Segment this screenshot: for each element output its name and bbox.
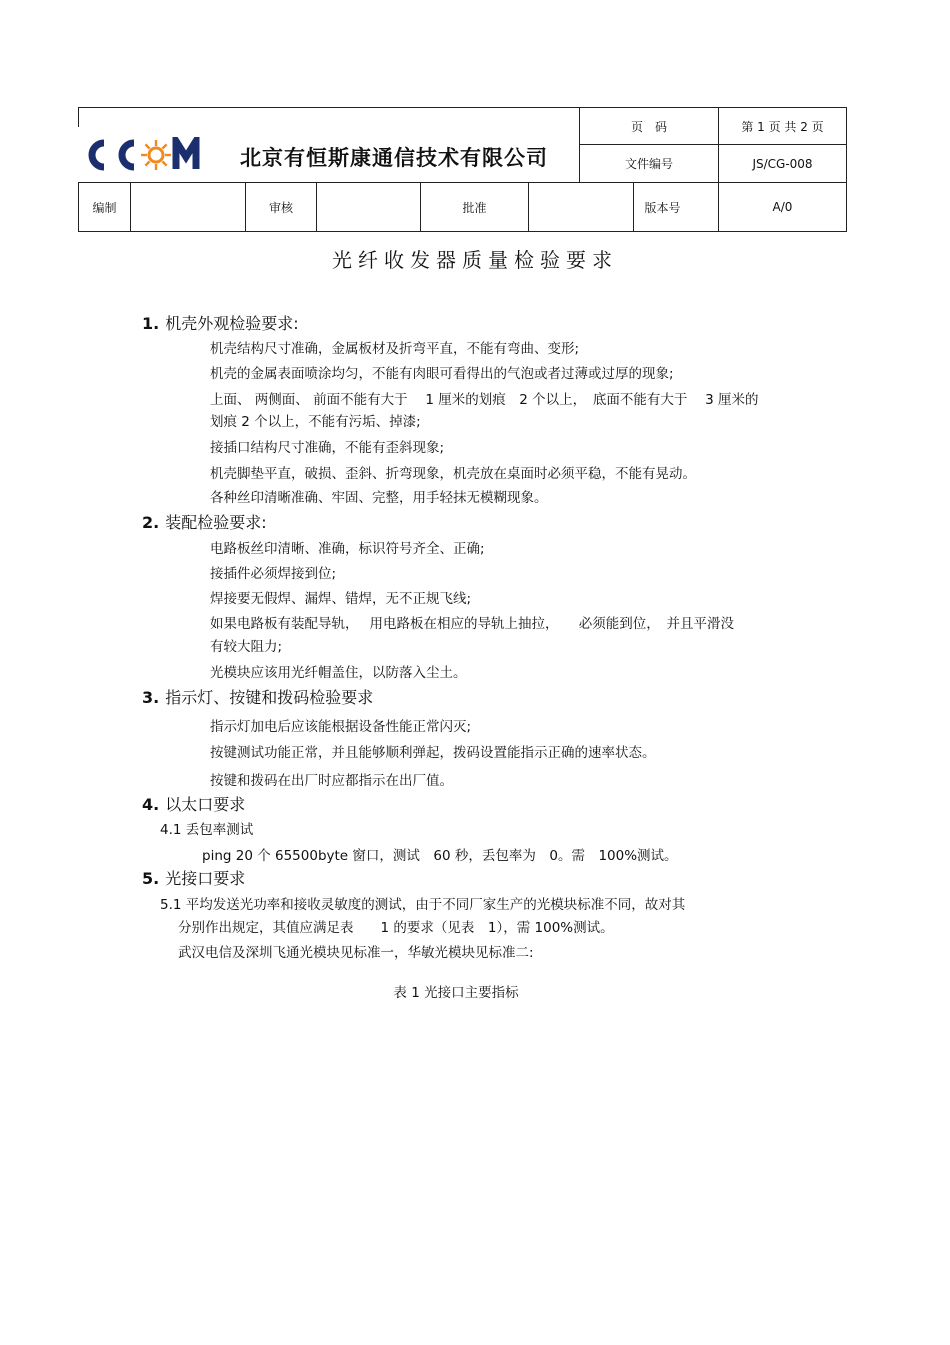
- compile-value: [131, 183, 245, 231]
- section-3-line: 按键和拨码在出厂时应都指示在出厂值。: [210, 773, 453, 789]
- section-3-heading: 3. 指示灯、按键和拨码检验要求: [142, 688, 374, 707]
- section-4-detail: ping 20 个 65500byte 窗口，测试 60 秒，丢包率为 0。需 100%测试。: [202, 848, 678, 864]
- company-logo: [80, 137, 210, 173]
- company-name: 北京有恒斯康通信技术有限公司: [240, 146, 548, 170]
- section-1-line: 各种丝印清晰准确、牢固、完整，用手轻抹无模糊现象。: [210, 490, 548, 506]
- section-2-line: 电路板丝印清晰、准确，标识符号齐全、正确;: [210, 541, 485, 557]
- version-value: A/0: [772, 200, 793, 214]
- section-1-line: 上面、 两侧面、 前面不能有大于 1 厘米的划痕 2 个以上， 底面不能有大于 3 厘米的: [210, 392, 759, 408]
- section-3-line: 指示灯加电后应该能根据设备性能正常闪灭;: [210, 719, 472, 735]
- section-5-heading: 5. 光接口要求: [142, 869, 246, 888]
- docno-label: 文件编号: [624, 157, 673, 171]
- section-2-line: 如果电路板有装配导轨， 用电路板在相应的导轨上抽拉， 必须能到位， 并且平滑没: [210, 616, 735, 632]
- review-value: [317, 183, 420, 231]
- section-3-line: 按键测试功能正常，并且能够顺利弹起，拨码设置能指示正确的速率状态。: [210, 745, 656, 761]
- page-value: 第 1 页 共 2 页: [741, 119, 824, 134]
- docno-value: JS/CG-008: [752, 156, 813, 171]
- page-label: 页 码: [630, 119, 667, 134]
- approve-value: [529, 183, 633, 231]
- section-5-sub: 5.1 平均发送光功率和接收灵敏度的测试，由于不同厂家生产的光模块标准不同，故对其: [160, 897, 686, 913]
- document-title: 光纤收发器质量检验要求: [332, 248, 618, 272]
- section-2-line: 接插件必须焊接到位;: [210, 566, 337, 582]
- table-caption: 表 1 光接口主要指标: [393, 985, 519, 1001]
- section-5-note: 武汉电信及深圳飞通光模块见标准一，华敏光模块见标准二:: [178, 945, 534, 961]
- section-2-line: 光模块应该用光纤帽盖住，以防落入尘土。: [210, 665, 467, 681]
- section-1-line: 机壳结构尺寸准确，金属板材及折弯平直，不能有弯曲、变形;: [210, 341, 580, 357]
- section-1-heading: 1. 机壳外观检验要求:: [142, 314, 299, 333]
- section-2-line: 有较大阻力;: [210, 639, 283, 655]
- review-label: 审核: [268, 200, 293, 215]
- section-2-heading: 2. 装配检验要求:: [142, 513, 267, 532]
- version-label: 版本号: [644, 200, 681, 215]
- section-2-line: 焊接要无假焊、漏焊、错焊，无不正规飞线;: [210, 591, 472, 607]
- section-5-sub-cont: 分别作出规定，其值应满足表 1 的要求（见表 1），需 100%测试。: [178, 920, 614, 936]
- section-1-line: 接插口结构尺寸准确，不能有歪斜现象;: [210, 440, 445, 456]
- section-4-sub: 4.1 丢包率测试: [160, 822, 254, 838]
- compile-label: 编制: [92, 200, 117, 215]
- section-1-line: 机壳脚垫平直，破损、歪斜、折弯现象，机壳放在桌面时必须平稳，不能有晃动。: [210, 466, 696, 482]
- section-1-line: 划痕 2 个以上，不能有污垢、掉漆;: [210, 414, 421, 430]
- approve-label: 批准: [462, 200, 487, 215]
- section-1-line: 机壳的金属表面喷涂均匀，不能有肉眼可看得出的气泡或者过薄或过厚的现象;: [210, 366, 674, 382]
- section-4-heading: 4. 以太口要求: [142, 795, 246, 814]
